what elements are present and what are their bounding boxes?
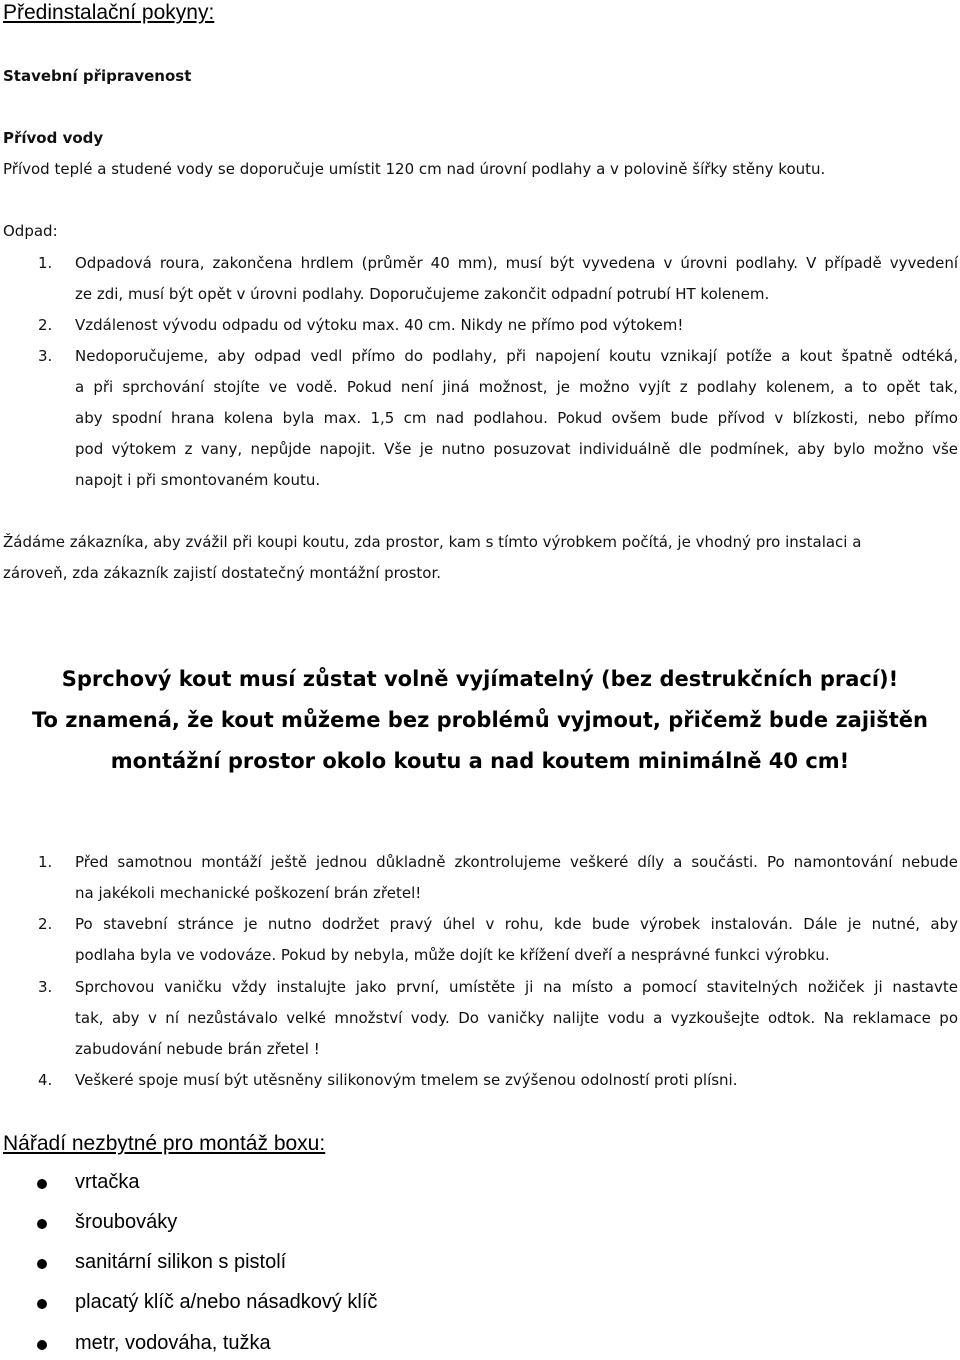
tool-item: placatý klíč a/nebo násadkový klíč [75,1291,378,1313]
step-line: Veškeré spoje musí být utěsněny silikonovým tmelem se zvýšenou odolností proti plísni. [75,1071,738,1089]
water-heading: Přívod vody [3,129,104,147]
step-number: 1. [38,853,53,871]
bullet-icon [37,1179,47,1189]
water-text: Přívod teplé a studené vody se doporučuje umístit 120 cm nad úrovní podlahy a v polovině šířky stěny koutu. [3,160,826,178]
drain-item-line: aby spodní hrana kolena byla max. 1,5 cm nad podlahou. Pokud ovšem bude přívod v blízkosti, nebo přímo [75,409,958,427]
step-line: na jakékoli mechanické poškození brán zřetel! [75,884,422,902]
tool-item: šroubováky [75,1211,178,1233]
drain-item-line: napojt i při smontovaném koutu. [75,471,321,489]
bullet-icon [37,1340,47,1350]
notice-line: Sprchový kout musí zůstat volně vyjímatelný (bez destrukčních prací)! [61,667,899,691]
page-title: Předinstalační pokyny: [3,1,215,24]
step-line: Před samotnou montáží ještě jednou důkladně zkontrolujeme veškeré díly a součásti. Po namontování nebude [75,853,958,871]
tools-heading: Nářadí nezbytné pro montáž boxu: [3,1132,326,1155]
drain-item-number: 1. [38,254,53,272]
drain-heading: Odpad: [3,222,58,240]
step-line: zabudování nebude brán zřetel ! [75,1040,320,1058]
drain-item-line: a při sprchování stojíte ve vodě. Pokud není jiná možnost, je možno vyjít z podlahy kolenem, a to opět tak, [75,378,958,396]
drain-item-line: Odpadová roura, zakončena hrdlem (průměr 40 mm), musí být vyvedena v úrovni podlahy. V případě vyvedení [75,254,958,272]
step-number: 4. [38,1071,53,1089]
notice-line: To znamená, že kout můžeme bez problémů vyjmout, přičemž bude zajištěn [32,708,928,732]
request-line: Žádáme zákazníka, aby zvážil při koupi koutu, zda prostor, kam s tímto výrobkem počítá, je vhodný pro instalaci a [3,533,862,551]
drain-item-number: 2. [38,316,53,334]
drain-item-line: Vzdálenost vývodu odpadu od výtoku max. 40 cm. Nikdy ne přímo pod výtokem! [75,316,684,334]
step-line: Sprchovou vaničku vždy instalujte jako první, umístěte ji na místo a pomocí stavitelných nožiček ji nastavte [75,978,958,996]
bullet-icon [37,1299,47,1309]
tool-item: sanitární silikon s pistolí [75,1251,287,1273]
step-line: tak, aby v ní nezůstávalo velké množství vody. Do vaničky nalijte vodu a vyzkoušejte odtok. Na reklamace po [75,1009,958,1027]
step-number: 2. [38,915,53,933]
bullet-icon [37,1259,47,1269]
bullet-icon [37,1219,47,1229]
tool-item: vrtačka [75,1171,140,1193]
drain-item-line: ze zdi, musí být opět v úrovni podlahy. Doporučujeme zakončit odpadní potrubí HT kolenem. [75,285,770,303]
request-line: zároveň, zda zákazník zajistí dostatečný montážní prostor. [3,564,442,582]
step-number: 3. [38,978,53,996]
step-line: podlaha byla ve vodováze. Pokud by nebyla, může dojít ke křížení dveří a nesprávné funkci výrobku. [75,946,830,964]
step-line: Po stavební stránce je nutno dodržet pravý úhel v rohu, kde bude výrobek instalován. Dále je nutné, aby [75,915,958,933]
notice-line: montážní prostor okolo koutu a nad koutem minimálně 40 cm! [110,749,850,773]
section-heading: Stavební připravenost [3,67,192,85]
drain-item-line: Nedoporučujeme, aby odpad vedl přímo do podlahy, při napojení koutu vznikají potíže a kout špatně odtéká, [75,347,958,365]
tool-item: metr, vodováha, tužka [75,1332,271,1354]
drain-item-line: pod výtokem z vany, nepůjde napojit. Vše je nutno posuzovat individuálně dle podmínek, aby bylo možno vše [75,440,958,458]
drain-item-number: 3. [38,347,53,365]
